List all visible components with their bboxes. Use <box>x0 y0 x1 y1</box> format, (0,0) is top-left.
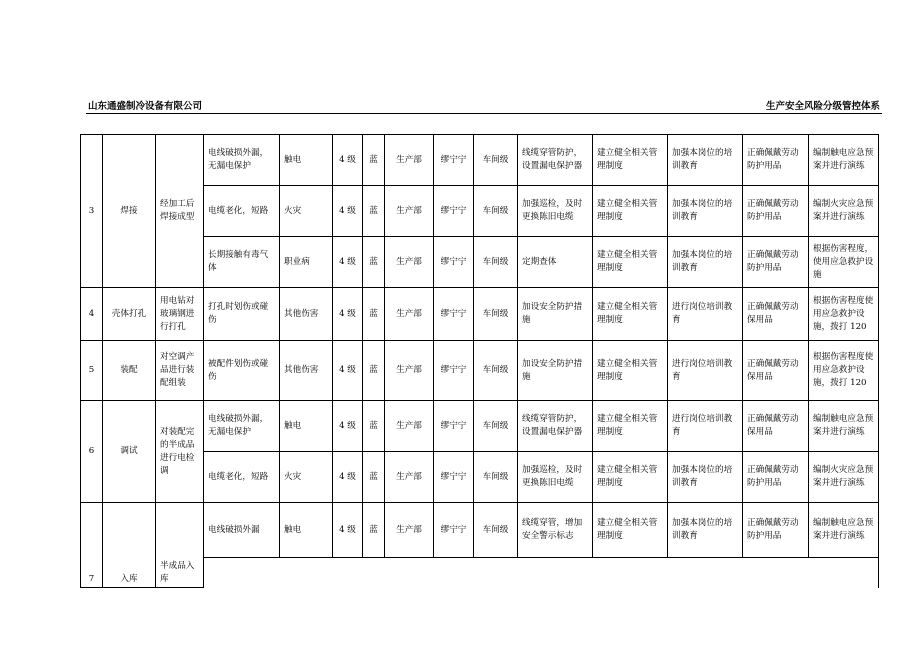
responsible-person: 缪宁宁 <box>434 237 474 288</box>
training-measure: 加强本岗位的培训教育 <box>668 135 743 186</box>
responsible-person: 缪宁宁 <box>434 503 474 558</box>
risk-color: 蓝 <box>363 288 385 341</box>
emergency-measure: 根据伤害程度，使用应急救护设施 <box>809 237 879 288</box>
management-measure: 建立健全相关管理制度 <box>593 401 668 452</box>
work-step: 壳体打孔 <box>103 288 156 341</box>
engineering-measure: 加强巡检，及时更换陈旧电缆 <box>518 186 593 237</box>
ppe-measure: 正确佩戴劳动保用品 <box>743 341 809 401</box>
control-level: 车间级 <box>474 186 518 237</box>
risk-control-table <box>80 134 879 588</box>
work-content: 半成品入库 <box>156 503 204 588</box>
work-content: 经加工后焊接成型 <box>156 135 204 288</box>
table-viewport <box>80 134 882 584</box>
accident-type: 火灾 <box>280 452 333 503</box>
responsible-department: 生产部 <box>385 288 434 341</box>
emergency-measure: 编制火灾应急预案并进行演练 <box>809 452 879 503</box>
table-row <box>81 135 879 186</box>
risk-level: 4 级 <box>333 503 363 558</box>
risk-level: 4 级 <box>333 288 363 341</box>
training-measure: 进行岗位培训教育 <box>668 341 743 401</box>
emergency-measure: 根据伤害程度使用应急救护设施，拨打 120 <box>809 288 879 341</box>
responsible-person: 缪宁宁 <box>434 452 474 503</box>
ppe-measure: 正确佩戴劳动防护用品 <box>743 237 809 288</box>
risk-level: 4 级 <box>333 237 363 288</box>
engineering-measure: 线缆穿管防护，设置漏电保护器 <box>518 135 593 186</box>
management-measure: 建立健全相关管理制度 <box>593 237 668 288</box>
table-row <box>81 503 879 558</box>
management-measure: 建立健全相关管理制度 <box>593 341 668 401</box>
ppe-measure: 正确佩戴劳动防护用品 <box>743 186 809 237</box>
training-measure: 加强本岗位的培训教育 <box>668 186 743 237</box>
row-number: 4 <box>81 288 103 341</box>
emergency-measure: 根据伤害程度使用应急救护设施，拨打 120 <box>809 341 879 401</box>
risk-color: 蓝 <box>363 452 385 503</box>
risk-level: 4 级 <box>333 186 363 237</box>
training-measure: 加强本岗位的培训教育 <box>668 452 743 503</box>
work-content: 用电钻对玻璃钢进行打孔 <box>156 288 204 341</box>
risk-level: 4 级 <box>333 452 363 503</box>
responsible-person: 缪宁宁 <box>434 135 474 186</box>
hazard-description: 长期接触有毒气体 <box>204 237 280 288</box>
header-rule <box>86 113 882 114</box>
training-measure: 加强本岗位的培训教育 <box>668 237 743 288</box>
responsible-department: 生产部 <box>385 186 434 237</box>
engineering-measure: 定期查体 <box>518 237 593 288</box>
emergency-measure: 编制触电应急预案并进行演练 <box>809 503 879 558</box>
emergency-measure: 编制触电应急预案并进行演练 <box>809 401 879 452</box>
management-measure: 建立健全相关管理制度 <box>593 452 668 503</box>
table-row <box>81 288 879 341</box>
row-number: 7 <box>81 503 103 588</box>
company-name: 山东通盛制冷设备有限公司 <box>88 101 203 112</box>
control-level: 车间级 <box>474 503 518 558</box>
responsible-department: 生产部 <box>385 341 434 401</box>
responsible-department: 生产部 <box>385 237 434 288</box>
row-number: 6 <box>81 401 103 503</box>
ppe-measure: 正确佩戴劳动防护用品 <box>743 503 809 558</box>
ppe-measure: 正确佩戴劳动保用品 <box>743 288 809 341</box>
hazard-description: 电线破损外漏 <box>204 503 280 558</box>
document-system-title: 生产安全风险分级管控体系 <box>765 101 880 112</box>
engineering-measure: 线缆穿管防护，设置漏电保护器 <box>518 401 593 452</box>
hazard-description: 被配件划伤或碰伤 <box>204 341 280 401</box>
accident-type: 触电 <box>280 401 333 452</box>
risk-color: 蓝 <box>363 237 385 288</box>
accident-type: 火灾 <box>280 186 333 237</box>
risk-level: 4 级 <box>333 135 363 186</box>
management-measure: 建立健全相关管理制度 <box>593 288 668 341</box>
training-measure: 进行岗位培训教育 <box>668 401 743 452</box>
control-level: 车间级 <box>474 341 518 401</box>
row-number: 5 <box>81 341 103 401</box>
table-row <box>81 341 879 401</box>
emergency-measure: 编制火灾应急预案并进行演练 <box>809 186 879 237</box>
risk-color: 蓝 <box>363 401 385 452</box>
responsible-person: 缪宁宁 <box>434 401 474 452</box>
hazard-description: 电缆老化，短路 <box>204 186 280 237</box>
engineering-measure: 加设安全防护措施 <box>518 288 593 341</box>
control-level: 车间级 <box>474 288 518 341</box>
work-step: 装配 <box>103 341 156 401</box>
engineering-measure: 加设安全防护措施 <box>518 341 593 401</box>
hazard-description: 电缆老化，短路 <box>204 452 280 503</box>
responsible-person: 缪宁宁 <box>434 186 474 237</box>
management-measure: 建立健全相关管理制度 <box>593 503 668 558</box>
work-content: 对空调产品进行装配组装 <box>156 341 204 401</box>
work-content: 对装配完的半成品进行电检调 <box>156 401 204 503</box>
hazard-description: 打孔时划伤或碰伤 <box>204 288 280 341</box>
control-level: 车间级 <box>474 452 518 503</box>
work-step: 入库 <box>103 503 156 588</box>
ppe-measure: 正确佩戴劳动防护用品 <box>743 135 809 186</box>
responsible-person: 缪宁宁 <box>434 288 474 341</box>
table-row <box>81 401 879 452</box>
management-measure: 建立健全相关管理制度 <box>593 135 668 186</box>
risk-color: 蓝 <box>363 341 385 401</box>
emergency-measure: 编制触电应急预案并进行演练 <box>809 135 879 186</box>
training-measure: 加强本岗位的培训教育 <box>668 503 743 558</box>
responsible-department: 生产部 <box>385 452 434 503</box>
work-step: 调试 <box>103 401 156 503</box>
ppe-measure: 正确佩戴劳动防护用品 <box>743 452 809 503</box>
engineering-measure: 加强巡检，及时更换陈旧电缆 <box>518 452 593 503</box>
control-level: 车间级 <box>474 135 518 186</box>
risk-color: 蓝 <box>363 503 385 558</box>
engineering-measure: 线缆穿管，增加安全警示标志 <box>518 503 593 558</box>
responsible-department: 生产部 <box>385 401 434 452</box>
hazard-description: 电线破损外漏，无漏电保护 <box>204 135 280 186</box>
management-measure: 建立健全相关管理制度 <box>593 186 668 237</box>
control-level: 车间级 <box>474 237 518 288</box>
accident-type: 其他伤害 <box>280 288 333 341</box>
control-level: 车间级 <box>474 401 518 452</box>
responsible-department: 生产部 <box>385 503 434 558</box>
risk-color: 蓝 <box>363 135 385 186</box>
ppe-measure: 正确佩戴劳动保用品 <box>743 401 809 452</box>
risk-color: 蓝 <box>363 186 385 237</box>
training-measure: 进行岗位培训教育 <box>668 288 743 341</box>
work-step: 焊接 <box>103 135 156 288</box>
accident-type: 职业病 <box>280 237 333 288</box>
row-number: 3 <box>81 135 103 288</box>
risk-level: 4 级 <box>333 401 363 452</box>
risk-level: 4 级 <box>333 341 363 401</box>
responsible-department: 生产部 <box>385 135 434 186</box>
table-continuation <box>204 558 879 588</box>
accident-type: 其他伤害 <box>280 341 333 401</box>
accident-type: 触电 <box>280 135 333 186</box>
hazard-description: 电线破损外漏，无漏电保护 <box>204 401 280 452</box>
responsible-person: 缪宁宁 <box>434 341 474 401</box>
accident-type: 触电 <box>280 503 333 558</box>
